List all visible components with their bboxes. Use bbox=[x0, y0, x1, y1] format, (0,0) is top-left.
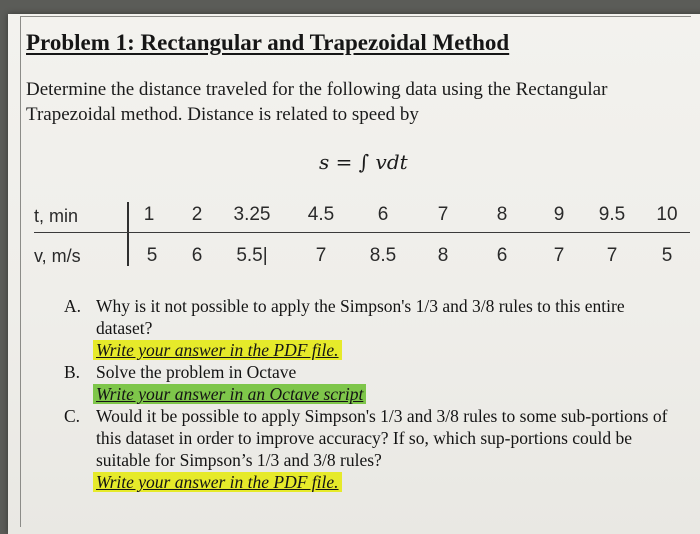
v-value: 5 bbox=[146, 245, 158, 266]
question-c bbox=[58, 405, 678, 493]
v-value: 8.5 bbox=[369, 245, 397, 266]
v-value: 5 bbox=[661, 245, 673, 266]
t-value: 8 bbox=[496, 204, 508, 225]
t-value: 10 bbox=[656, 204, 678, 225]
v-value: 8 bbox=[437, 245, 449, 266]
question-letter: B. bbox=[64, 362, 81, 382]
t-value: 3.25 bbox=[233, 204, 271, 225]
question-text: Why is it not possible to apply the Simpson's 1/3 and 3/8 rules to this entire dataset? bbox=[96, 296, 625, 338]
t-value: 6 bbox=[377, 204, 389, 225]
t-value: 2 bbox=[191, 204, 203, 225]
question-a bbox=[58, 295, 678, 361]
answer-instruction: Write your answer in an Octave script bbox=[93, 384, 366, 404]
t-value: 7 bbox=[437, 204, 449, 225]
v-value: 5.5| bbox=[236, 245, 268, 266]
question-list bbox=[58, 295, 678, 493]
answer-instruction: Write your answer in the PDF file. bbox=[93, 340, 342, 360]
v-value: 7 bbox=[315, 245, 327, 266]
v-value: 7 bbox=[553, 245, 565, 266]
t-value: 9.5 bbox=[598, 204, 626, 225]
question-text: Solve the problem in Octave bbox=[96, 362, 297, 382]
answer-instruction: Write your answer in the PDF file. bbox=[93, 472, 342, 492]
speed-row-label: v, m/s bbox=[34, 246, 81, 266]
question-b bbox=[58, 361, 678, 405]
v-value: 7 bbox=[606, 245, 618, 266]
problem-title: Problem 1: Rectangular and Trapezoidal Method bbox=[26, 30, 510, 55]
v-value: 6 bbox=[191, 245, 203, 266]
time-row-label: t, min bbox=[34, 206, 79, 226]
problem-intro: Determine the distance traveled for the following data using the Rectangular Trapezoidal method. Distance is related to speed by bbox=[26, 79, 608, 125]
question-letter: C. bbox=[64, 406, 81, 426]
table-horizontal-rule bbox=[34, 232, 690, 233]
t-value: 9 bbox=[553, 204, 565, 225]
v-value: 6 bbox=[496, 245, 508, 266]
question-letter: A. bbox=[64, 296, 82, 316]
distance-formula: s = ∫ vdt bbox=[319, 150, 408, 174]
question-text: Would it be possible to apply Simpson's 1/3 and 3/8 rules to some sub-portions of this dataset in order to improve accuracy? If so, which sup-portions could be suitable for Simpson’s 1/3 and 3/8 rules? bbox=[96, 406, 668, 470]
t-value: 1 bbox=[143, 204, 155, 225]
t-value: 4.5 bbox=[307, 204, 335, 225]
